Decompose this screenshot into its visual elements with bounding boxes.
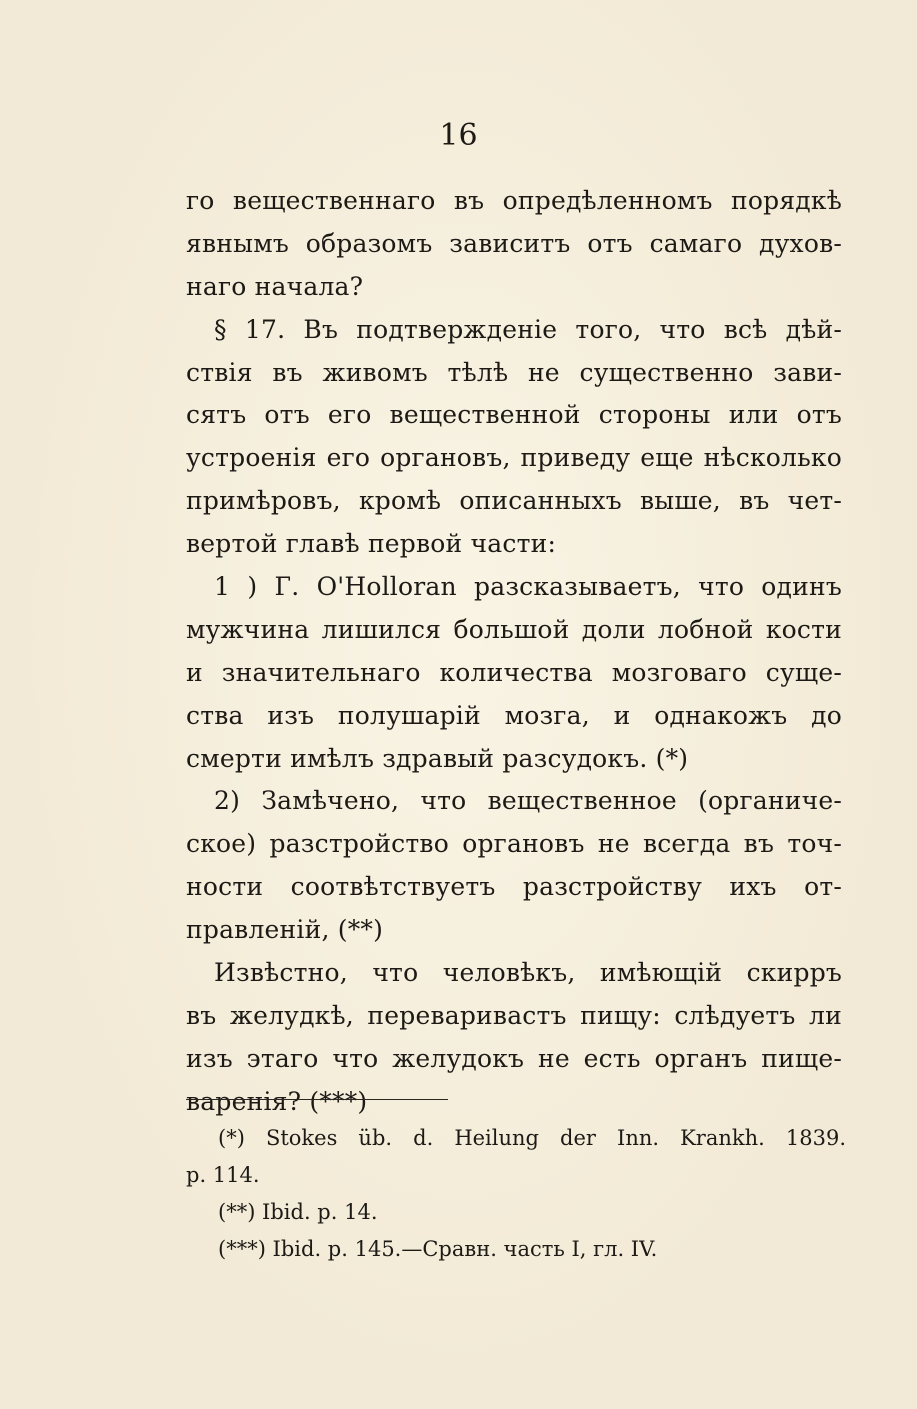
text-line: и значительнаго количества мозговаго суще-: [186, 657, 842, 687]
footnotes: [186, 1120, 846, 1268]
text-line: ствія въ живомъ тѣлѣ не существенно зави-: [186, 357, 842, 387]
text-line: ское) разстройство органовъ не всегда въ точ-: [186, 829, 842, 859]
page-number: 16: [439, 118, 478, 153]
text-line: наго начала?: [186, 271, 364, 301]
text-line: сятъ отъ его вещественной стороны или отъ: [186, 400, 842, 430]
text-line: изъ этаго что желудокъ не есть органъ пище-: [186, 1043, 842, 1073]
body-text: [186, 180, 842, 1124]
text-line: ства изъ полушарій мозга, и однакожъ до: [186, 700, 842, 730]
text-line: смерти имѣлъ здравый разсудокъ. (*): [186, 743, 689, 773]
text-line: варенія? (***): [186, 1086, 368, 1116]
text-line: мужчина лишился большой доли лобной кости: [186, 614, 842, 644]
text-line: го вещественнаго въ опредѣленномъ порядкѣ: [186, 186, 842, 215]
text-line: 1 ) Г. O'Holloran разсказываетъ, что одинъ: [214, 572, 842, 602]
text-line: Извѣстно, что человѣкъ, имѣющій скирръ: [214, 958, 842, 988]
text-line: § 17. Въ подтвержденіе того, что всѣ дѣй-: [214, 314, 842, 344]
text-line: 2) Замѣчено, что вещественное (органиче-: [214, 786, 842, 816]
text-line: ности соотвѣтствуетъ разстройству ихъ от-: [186, 872, 842, 902]
footnote-divider: [186, 1099, 448, 1100]
footnote-line: (***) Ibid. p. 145.—Сравн. часть I, гл. IV.: [218, 1237, 658, 1261]
text-line: явнымъ образомъ зависитъ отъ самаго духов-: [186, 228, 842, 258]
footnote-line: p. 114.: [186, 1163, 260, 1187]
text-line: устроенія его органовъ, приведу еще нѣсколько: [186, 443, 842, 473]
text-line: въ желудкѣ, переваривастъ пищу: слѣдуетъ ли: [186, 1000, 842, 1030]
text-line: примѣровъ, кромѣ описанныхъ выше, въ чет-: [186, 486, 842, 516]
footnote-line: (*) Stokes üb. d. Heilung der Inn. Krankh. 1839.: [218, 1126, 846, 1150]
text-line: вертой главѣ первой части:: [186, 529, 557, 559]
footnote-line: (**) Ibid. p. 14.: [218, 1200, 378, 1224]
text-line: правленій, (**): [186, 915, 384, 945]
